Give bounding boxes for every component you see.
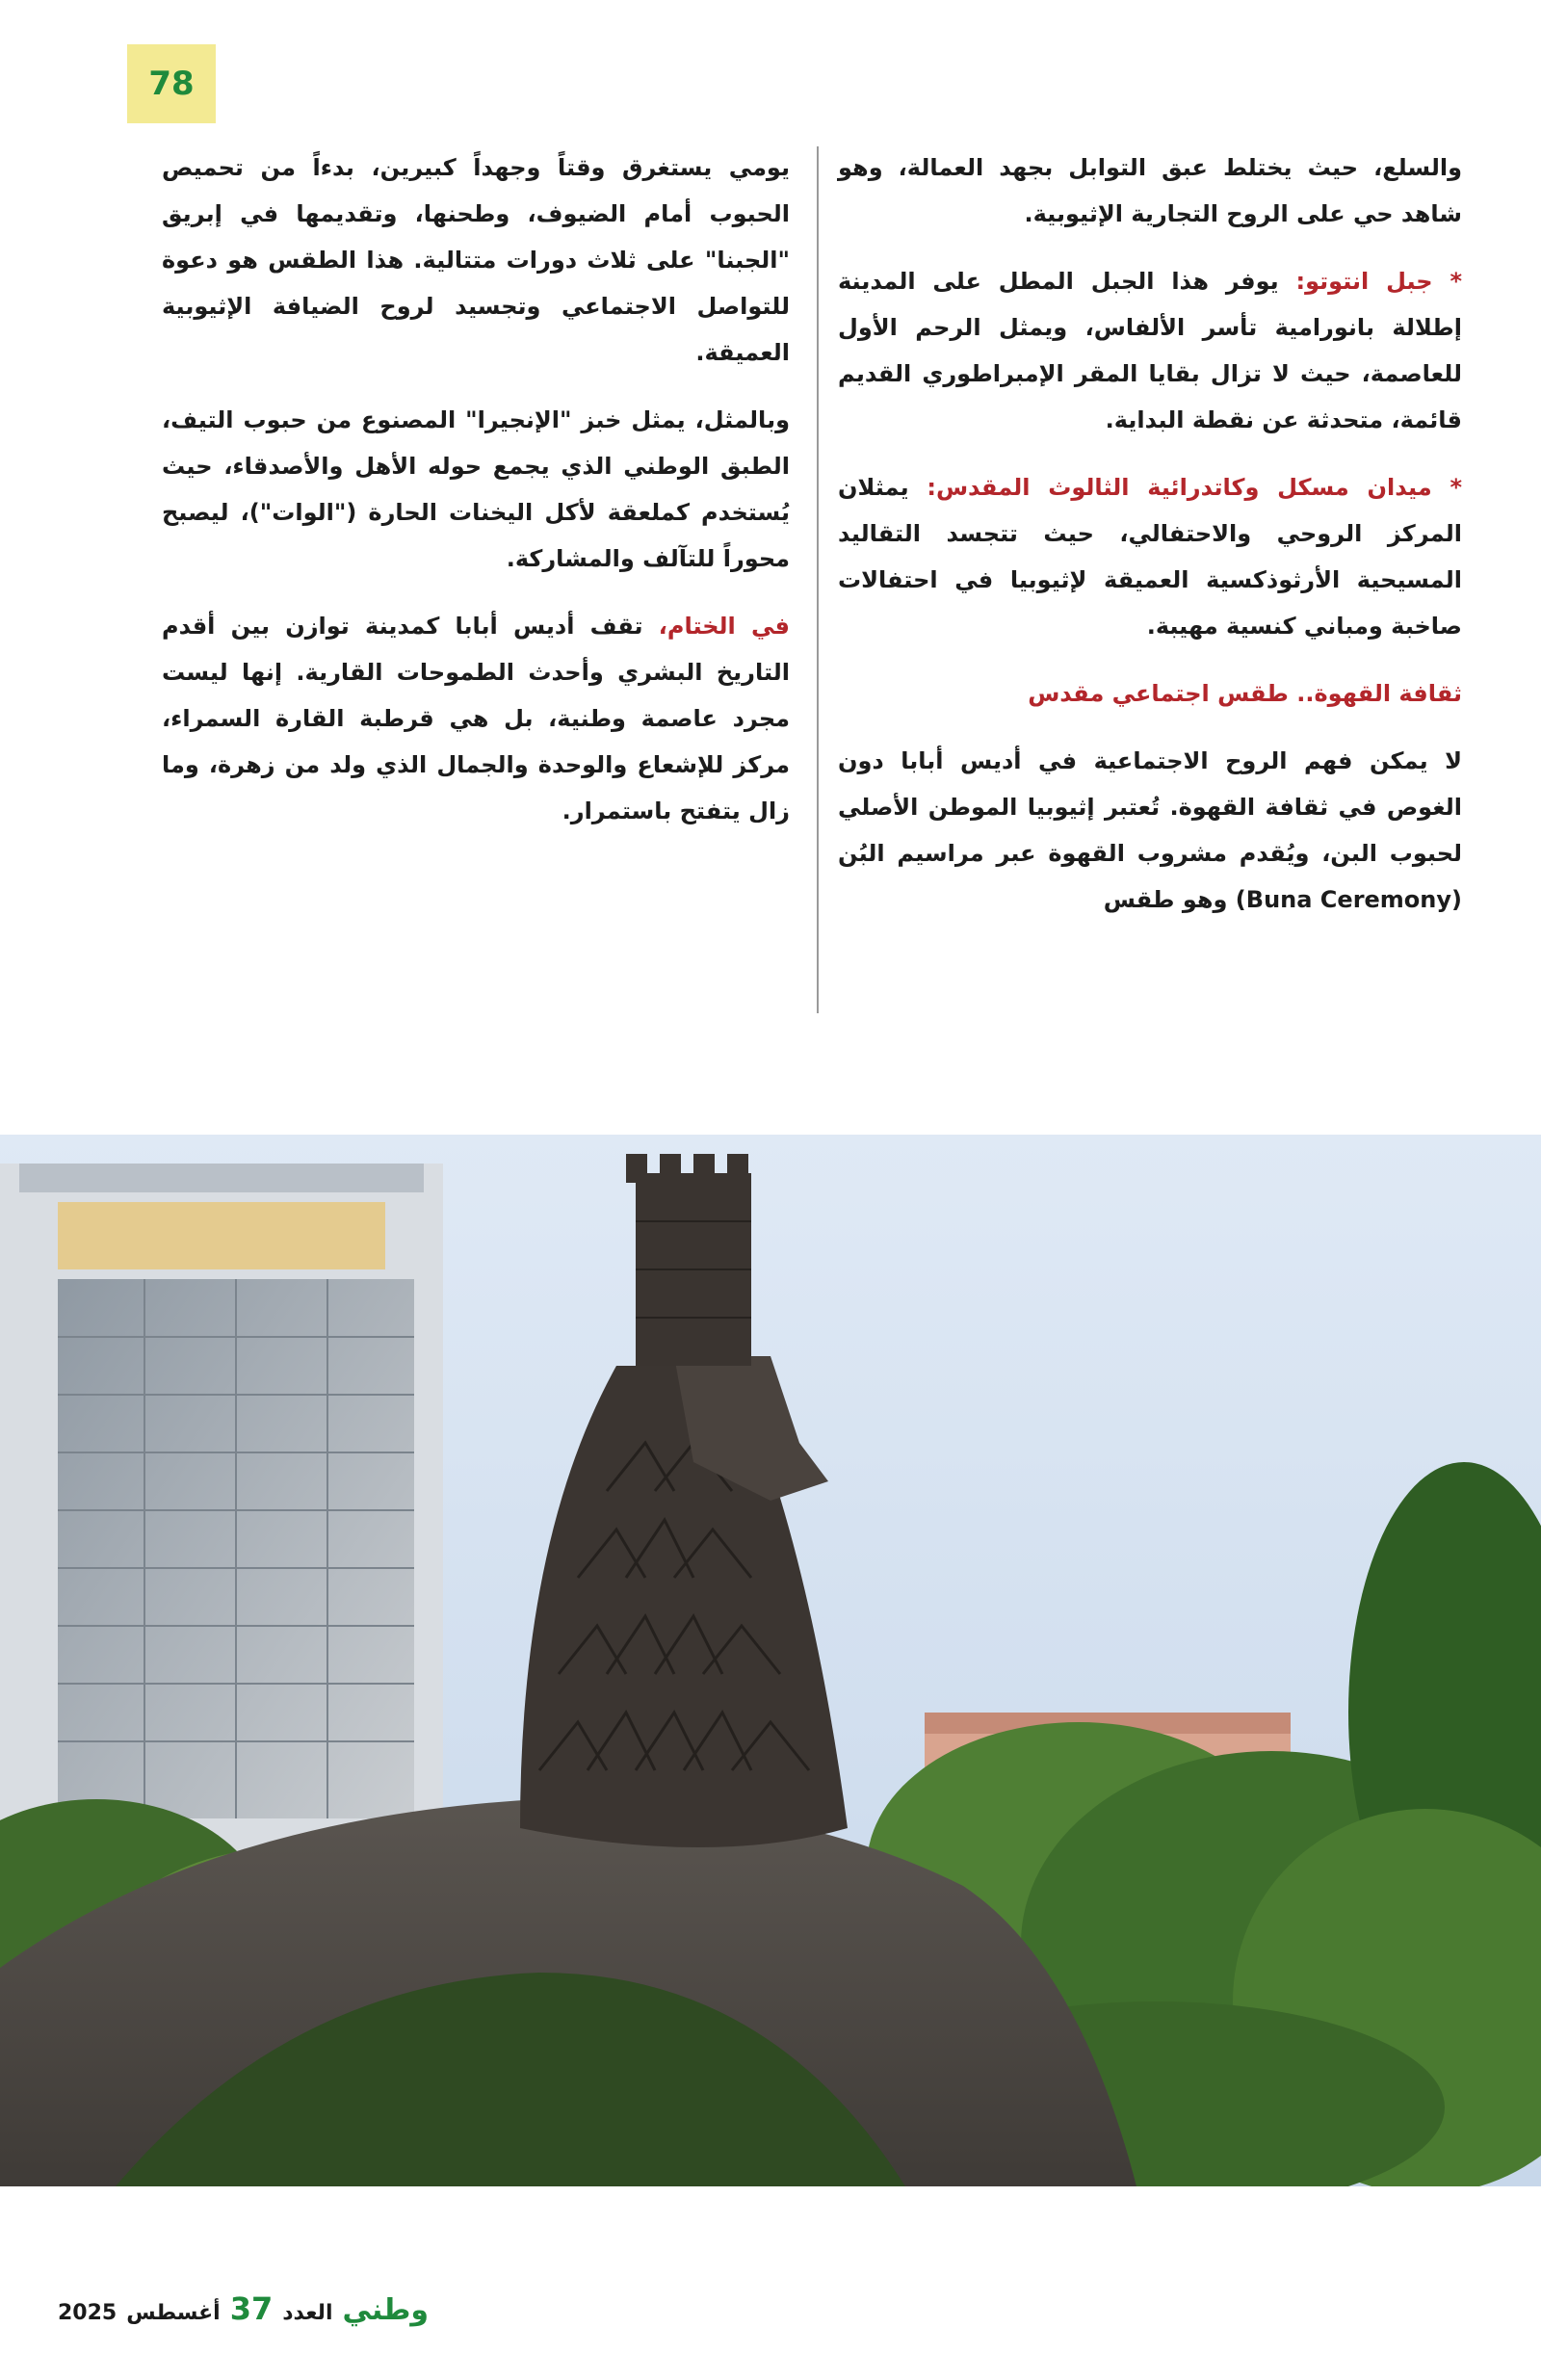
section-heading: ثقافة القهوة.. طقس اجتماعي مقدس: [1028, 680, 1462, 707]
highlight-label: في الختام،: [658, 613, 790, 640]
paragraph-text: يوفر هذا الجبل المطل على المدينة إطلالة بانورامية تأسر الألفاس، ويمثل الرحم الأول للعاصمة، حيث لا تزال بقايا المقر الإمبراطوري القديم قائمة، متحدثة عن نقطة البداية.: [838, 268, 1462, 433]
paragraph: وبالمثل، يمثل خبز "الإنجيرا" المصنوع من حبوب التيف، الطبق الوطني الذي يجمع حوله الأهل والأصدقاء، حيث يُستخدم كملعقة لأكل اليخنات الحارة ("الوات")، ليصبح محوراً للتآلف والمشاركة.: [162, 406, 790, 572]
magazine-brand: وطني: [342, 2293, 429, 2327]
paragraph: يومي يستغرق وقتاً وجهداً كبيرين، بدءاً من تحميص الحبوب أمام الضيوف، وطحنها، وتقديمها في إبريق "الجبنا" على ثلاث دورات متتالية. هذا الطقس هو دعوة للتواصل الاجتماعي وتجسيد لروح الضيافة الإثيوبية العميقة.: [162, 154, 790, 366]
office-building: [0, 1164, 443, 1896]
issue-label: العدد: [282, 2301, 333, 2325]
right-column: [838, 144, 1462, 944]
paragraph: [838, 258, 1462, 443]
issue-month: أغسطس: [126, 2301, 221, 2325]
paragraph-text: يمثلان المركز الروحي والاحتفالي، حيث تتجسد التقاليد المسيحية الأرثوذكسية العميقة لإثيوبيا في احتفالات صاخبة ومباني كنسية مهيبة.: [838, 474, 1462, 640]
issue-year: 2025: [58, 2301, 118, 2325]
issue-number: 37: [229, 2290, 274, 2327]
highlight-label: * جبل انتوتو:: [1295, 268, 1462, 295]
page-number: 78: [127, 44, 216, 123]
paragraph: [838, 464, 1462, 649]
paragraph-text: تقف أديس أبابا كمدينة توازن بين أقدم التاريخ البشري وأحدث الطموحات القارية. إنها ليست مجرد عاصمة وطنية، بل هي قرطبة القارة السمراء، مركز للإشعاع والوحدة والجمال الذي ولد من زهرة، وما زال يتفتح باستمرار.: [162, 613, 790, 824]
left-column: [162, 144, 790, 855]
lion-monument-photo: [0, 1135, 1541, 2186]
paragraph: [162, 603, 790, 834]
paragraph: والسلع، حيث يختلط عبق التوابل بجهد العمالة، وهو شاهد حي على الروح التجارية الإثيوبية.: [838, 154, 1462, 227]
highlight-label: * ميدان مسكل وكاتدرائية الثالوث المقدس:: [927, 474, 1462, 501]
page-footer: [58, 2290, 429, 2327]
column-divider: [817, 146, 819, 1013]
photo-illustration: [0, 1135, 1541, 2186]
paragraph: لا يمكن فهم الروح الاجتماعية في أديس أبابا دون الغوص في ثقافة القهوة. تُعتبر إثيوبيا الموطن الأصلي لحبوب البن، ويُقدم مشروب القهوة عبر مراسيم البُن (Buna Ceremony) وهو طقس: [838, 747, 1462, 913]
